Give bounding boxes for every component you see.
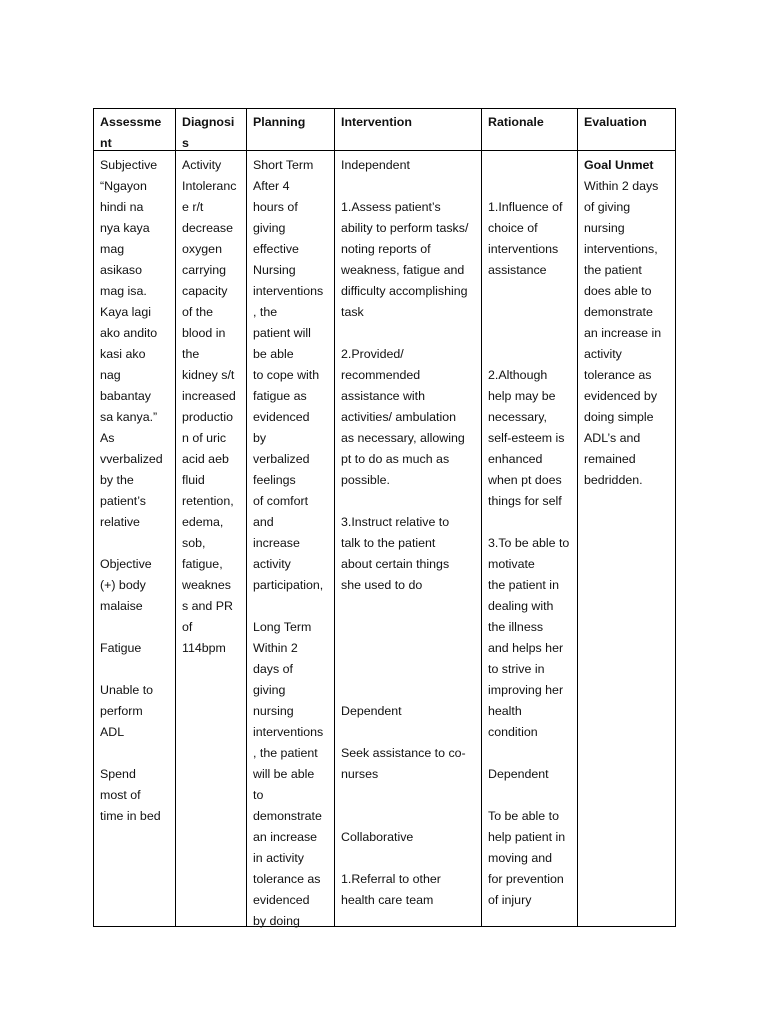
cell-diagnosis: Activity Intoleranc e r/t decrease oxygen carrying capacity of the blood in the kidney s/t increased productio n of uric acid aeb fluid retention, edema, sob, fatigue, weaknes s and PR of 114bpm <box>182 158 237 655</box>
header-rationale: Rationale <box>488 115 544 129</box>
cell-assessment: Subjective “Ngayon hindi na nya kaya mag asikaso mag isa. Kaya lagi ako andito kasi ako nag babantay sa kanya.” As vverbalized by the patient’s relative Objective (+) body malaise Fatigue Unable to perform ADL Spend most of time in bed <box>100 158 163 823</box>
cell-intervention: Independent 1.Assess patient’s ability to perform tasks/ noting reports of weakness, fatigue and difficulty accomplishing task 2.Provided/ recommended assistance with activities/ ambulation as necessary, allowing pt to do as much as possible. 3.Instruct relative to talk to the patient about certain things she used to do Dependent Seek assistance to co- nurses Collaborative 1.Referral to other health care team <box>341 158 469 907</box>
column-divider <box>246 109 247 926</box>
cell-evaluation-goal: Goal Unmet <box>584 158 654 172</box>
cell-evaluation: Within 2 days of giving nursing interventions, the patient does able to demonstrate an increase in activity tolerance as evidenced by doing simple ADL’s and remained bedridden. <box>584 179 662 487</box>
column-divider <box>577 109 578 926</box>
header-evaluation: Evaluation <box>584 115 647 129</box>
header-planning: Planning <box>253 115 306 129</box>
column-divider <box>481 109 482 926</box>
column-divider <box>175 109 176 926</box>
cell-planning: Short Term After 4 hours of giving effective Nursing interventions , the patient will be able to cope with fatigue as evidenced by verbalized feelings of comfort and increase activity participation, Long Term Within 2 days of giving nursing interventions , the patient will be able to demonstrate an increase in activity tolerance as evidenced by doing <box>253 158 324 928</box>
cell-rationale: 1.Influence of choice of interventions assistance 2.Although help may be necessary, self-esteem is enhanced when pt does things for self 3.To be able to motivate the patient in dealing with the illness and helps her to strive in improving her health condition Dependent To be able to help patient in moving and for prevention of injury <box>488 200 570 907</box>
care-plan-table <box>93 108 676 927</box>
header-intervention: Intervention <box>341 115 412 129</box>
header-diagnosis: Diagnosi s <box>182 115 235 150</box>
header-assessment: Assessme nt <box>100 115 162 150</box>
column-divider <box>334 109 335 926</box>
